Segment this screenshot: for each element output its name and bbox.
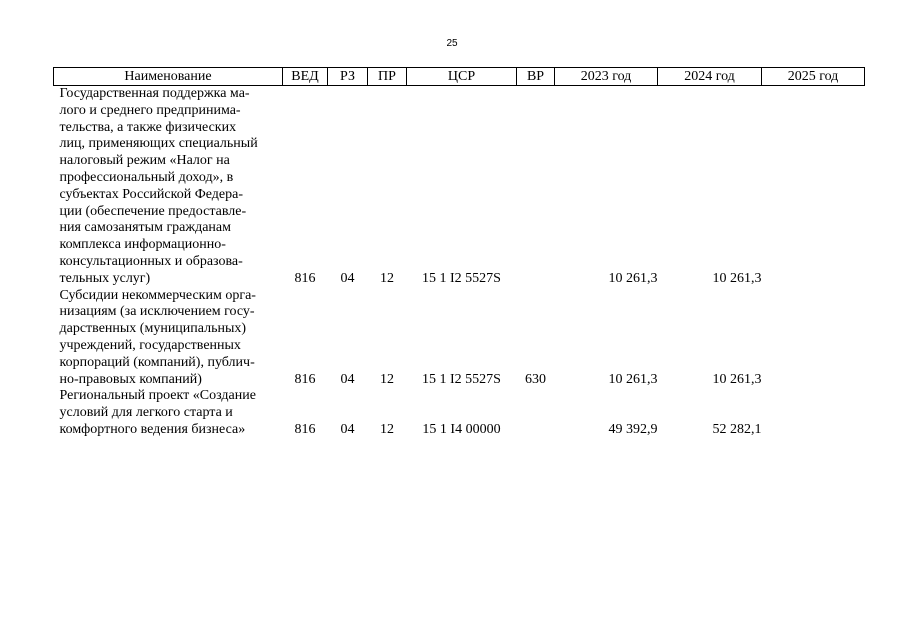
- cell-2024: 10 261,3: [712, 270, 762, 286]
- header-vr: ВР: [517, 68, 555, 86]
- cell-2023: 49 392,9: [608, 421, 658, 437]
- name-line: консультационных и образова-: [59, 253, 243, 269]
- name-line: учреждений, государственных: [59, 337, 241, 353]
- page-number: 25: [446, 38, 458, 49]
- table-header-row: [54, 68, 865, 86]
- row-name: [54, 288, 283, 389]
- cell-pr: 12: [380, 270, 394, 286]
- name-line: лиц, применяющих специальный: [59, 136, 258, 152]
- name-line: но-правовых компаний): [59, 371, 202, 387]
- name-line: профессиональный доход», в: [59, 169, 234, 185]
- name-line: комплекса информационно-: [59, 237, 226, 253]
- name-line: тельства, а также физических: [59, 119, 237, 135]
- cell-vr: [517, 388, 555, 438]
- row-name: [54, 86, 283, 288]
- name-line: корпораций (компаний), публич-: [59, 354, 255, 370]
- cell-rz: 04: [340, 371, 355, 387]
- header-pr: ПР: [368, 68, 407, 86]
- name-line: дарственных (муниципальных): [59, 321, 247, 337]
- name-line: низациям (за исключением госу-: [59, 304, 255, 320]
- table-row: [54, 388, 865, 438]
- cell-csr: 15 1 I4 00000: [422, 421, 501, 437]
- cell-2024: 10 261,3: [712, 371, 762, 387]
- header-ved: ВЕД: [283, 68, 328, 86]
- header-2025: 2025 год: [762, 68, 865, 86]
- name-line: ния самозанятым гражданам: [59, 220, 231, 236]
- table-row: [54, 86, 865, 288]
- cell-pr: 12: [380, 371, 394, 387]
- cell-2023: 10 261,3: [608, 371, 658, 387]
- cell-2023: 10 261,3: [608, 270, 658, 286]
- name-line: Государственная поддержка ма-: [59, 86, 250, 101]
- table-row: [54, 288, 865, 389]
- header-name: Наименование: [54, 68, 283, 86]
- header-2024: 2024 год: [658, 68, 762, 86]
- header-2023: 2023 год: [555, 68, 658, 86]
- header-rz: РЗ: [328, 68, 368, 86]
- name-line: Региональный проект «Создание: [59, 388, 256, 404]
- row-name: [54, 388, 283, 438]
- cell-2025: [762, 388, 865, 438]
- cell-2024: 52 282,1: [712, 421, 762, 437]
- name-line: ции (обеспечение предоставле-: [59, 203, 247, 219]
- name-line: лого и среднего предпринима-: [59, 102, 241, 118]
- cell-ved: 816: [294, 421, 316, 437]
- cell-vr: 630: [525, 371, 546, 387]
- cell-csr: 15 1 I2 5527S: [422, 371, 501, 387]
- cell-csr: 15 1 I2 5527S: [422, 270, 501, 286]
- name-line: Субсидии некоммерческим орга-: [59, 287, 256, 303]
- cell-2025: [762, 86, 865, 288]
- name-line: тельных услуг): [59, 270, 151, 286]
- cell-ved: 816: [294, 270, 316, 286]
- cell-rz: 04: [340, 421, 355, 437]
- header-csr: ЦСР: [407, 68, 517, 86]
- cell-pr: 12: [380, 421, 394, 437]
- name-line: условий для легкого старта и: [59, 405, 233, 421]
- cell-2025: [762, 288, 865, 389]
- cell-rz: 04: [340, 270, 355, 286]
- name-line: субъектах Российской Федера-: [59, 186, 243, 202]
- name-line: комфортного ведения бизнеса»: [59, 421, 246, 437]
- cell-vr: [517, 86, 555, 288]
- name-line: налоговый режим «Налог на: [59, 153, 230, 169]
- budget-table: [53, 67, 865, 439]
- cell-ved: 816: [294, 371, 316, 387]
